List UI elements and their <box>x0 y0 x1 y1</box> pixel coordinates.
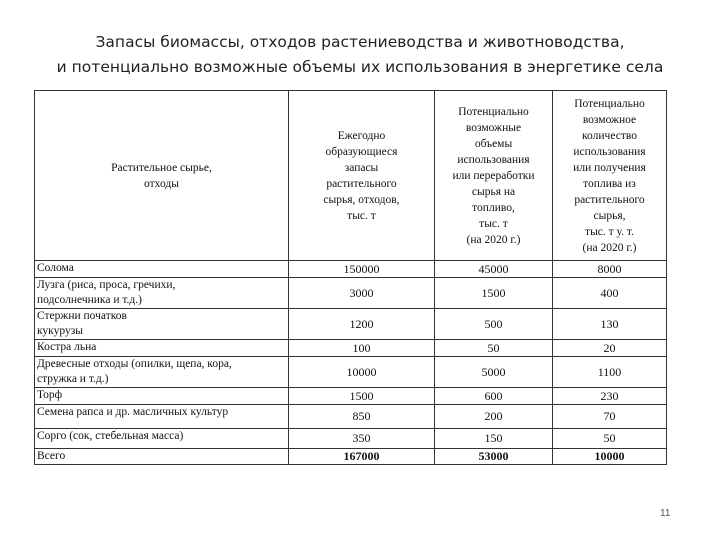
cell-annual: 350 <box>289 429 435 449</box>
cell-fuel: 1100 <box>553 357 667 388</box>
cell-potential: 150 <box>435 429 553 449</box>
cell-fuel: 230 <box>553 388 667 405</box>
header-annual-line: Ежегодно <box>337 129 386 142</box>
row-name <box>35 309 289 340</box>
header-fuel-line: Потенциально <box>574 97 645 110</box>
cell-annual: 150000 <box>289 261 435 278</box>
header-fuel-line: (на 2020 г.) <box>582 241 637 254</box>
header-annual-line: запасы <box>344 161 379 174</box>
row-name-line: Сорго (сок, стебельная масса) <box>37 430 184 442</box>
header-fuel-line: растительного <box>574 193 645 206</box>
header-potential <box>435 91 553 261</box>
header-fuel-line: сырья, <box>593 209 626 222</box>
row-name <box>35 449 289 465</box>
header-row <box>35 91 667 261</box>
cell-annual: 10000 <box>289 357 435 388</box>
cell-potential: 500 <box>435 309 553 340</box>
row-name <box>35 340 289 357</box>
row-name-line: Костра льна <box>37 341 97 353</box>
cell-annual: 1500 <box>289 388 435 405</box>
total-row <box>35 449 667 465</box>
row-name-line: Лузга (риса, проса, гречихи, <box>37 279 176 291</box>
row-name <box>35 278 289 309</box>
header-potential-line: возможные <box>465 121 522 134</box>
cell-potential: 200 <box>435 405 553 429</box>
cell-potential: 50 <box>435 340 553 357</box>
header-potential-line: Потенциально <box>458 105 529 118</box>
header-annual <box>289 91 435 261</box>
header-fuel-line: тыс. т у. т. <box>585 225 634 238</box>
title-line-1: Запасы биомассы, отходов растениеводства и животноводства, <box>95 33 625 51</box>
header-fuel <box>553 91 667 261</box>
row-name-line: Торф <box>37 389 63 401</box>
cell-fuel: 50 <box>553 429 667 449</box>
cell-fuel: 130 <box>553 309 667 340</box>
header-fuel-line: возможное <box>582 113 637 126</box>
table-row <box>35 388 667 405</box>
header-fuel-line: или получения <box>573 161 646 174</box>
row-name-line: подсолнечника и т.д.) <box>37 294 142 306</box>
title-line-2: и потенциально возможные объемы их использования в энергетике села <box>56 58 664 76</box>
biomass-table <box>34 90 667 465</box>
header-annual-line: образующиеся <box>325 145 398 158</box>
header-potential-line: использования <box>457 153 530 166</box>
slide-title <box>0 30 720 80</box>
header-potential-line: объемы <box>474 137 513 150</box>
header-fuel-line: топлива из <box>583 177 636 190</box>
cell-fuel: 8000 <box>553 261 667 278</box>
cell-potential: 600 <box>435 388 553 405</box>
row-name-line: стружка и т.д.) <box>37 373 109 385</box>
header-annual-line: растительного <box>326 177 397 190</box>
cell-fuel: 20 <box>553 340 667 357</box>
header-material-line: отходы <box>144 177 179 190</box>
cell-fuel: 70 <box>553 405 667 429</box>
table-row <box>35 340 667 357</box>
row-name <box>35 429 289 449</box>
cell-annual: 167000 <box>289 449 435 465</box>
row-name <box>35 388 289 405</box>
row-name-line: Стержни початков <box>37 310 127 322</box>
cell-potential: 5000 <box>435 357 553 388</box>
table-row <box>35 429 667 449</box>
row-name-line: кукурузы <box>37 325 83 337</box>
header-potential-line: (на 2020 г.) <box>466 233 521 246</box>
cell-potential: 1500 <box>435 278 553 309</box>
cell-annual: 3000 <box>289 278 435 309</box>
row-name-line: Солома <box>37 262 74 274</box>
header-potential-line: или переработки <box>452 169 535 182</box>
header-material <box>35 91 289 261</box>
cell-annual: 100 <box>289 340 435 357</box>
header-potential-line: тыс. т <box>479 217 508 230</box>
header-fuel-line: количество <box>582 129 637 142</box>
row-name-line: Всего <box>37 450 66 462</box>
table-row <box>35 405 667 429</box>
header-potential-line: топливо, <box>472 201 515 214</box>
header-potential-line: сырья на <box>471 185 516 198</box>
row-name <box>35 405 289 429</box>
header-material-line: Растительное сырье, <box>111 161 212 174</box>
row-name <box>35 261 289 278</box>
page-number: 11 <box>660 508 671 519</box>
cell-potential: 53000 <box>435 449 553 465</box>
header-annual-line: тыс. т <box>347 209 376 222</box>
table-row <box>35 278 667 309</box>
header-fuel-line: использования <box>573 145 646 158</box>
row-name <box>35 357 289 388</box>
cell-potential: 45000 <box>435 261 553 278</box>
table-row <box>35 309 667 340</box>
table-row <box>35 261 667 278</box>
row-name-line: Древесные отходы (опилки, щепа, кора, <box>37 358 232 370</box>
cell-annual: 1200 <box>289 309 435 340</box>
header-annual-line: сырья, отходов, <box>323 193 400 206</box>
cell-fuel: 10000 <box>553 449 667 465</box>
cell-fuel: 400 <box>553 278 667 309</box>
table-row <box>35 357 667 388</box>
row-name-line: Семена рапса и др. масличных культур <box>37 406 229 418</box>
cell-annual: 850 <box>289 405 435 429</box>
